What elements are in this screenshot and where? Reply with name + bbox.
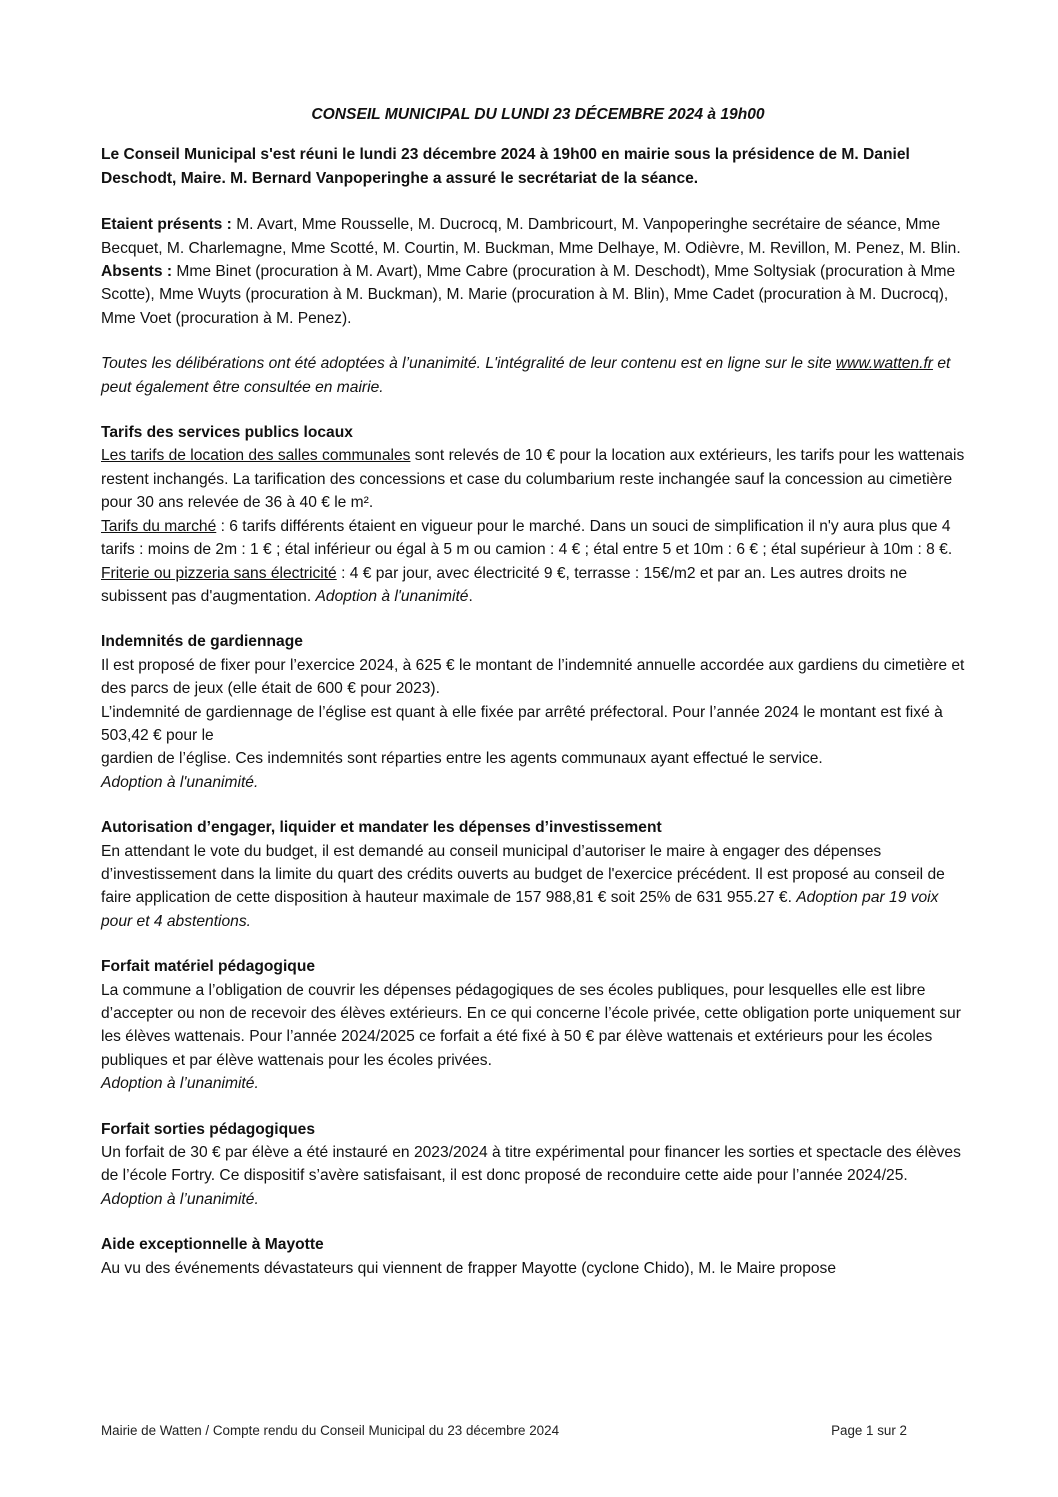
tarifs-paragraph-3 bbox=[101, 562, 969, 609]
spacer bbox=[101, 1211, 969, 1233]
gardiennage-paragraph-1: Il est proposé de fixer pour l’exercice 2024, à 625 € le montant de l’indemnité annuelle accordée aux gardiens du cimetière et des parcs de jeux (elle était de 600 € pour 2023). bbox=[101, 656, 965, 698]
section-heading-investissement: Autorisation d’engager, liquider et mandater les dépenses d’investissement bbox=[101, 819, 662, 837]
page-title: CONSEIL MUNICIPAL DU LUNDI 23 DÉCEMBRE 2024 à 19h00 bbox=[311, 106, 765, 123]
sorties-text: Un forfait de 30 € par élève a été instauré en 2023/2024 à titre expérimental pour financer les sorties et spectacle des élèves de l’école Fortry. Ce dispositif s’avère satisfaisant, il est donc proposé de reconduire cette aide pour l’année 2024/25. bbox=[101, 1144, 961, 1185]
note-paragraph bbox=[101, 352, 969, 399]
section-heading-sorties: Forfait sorties pédagogiques bbox=[101, 1120, 316, 1138]
sorties-adoption: Adoption à l’unanimité. bbox=[101, 1190, 259, 1208]
materiel-adoption: Adoption à l’unanimité. bbox=[101, 1075, 259, 1093]
investissement-paragraph bbox=[101, 840, 969, 934]
spacer bbox=[101, 794, 969, 816]
section-heading-mayotte: Aide exceptionnelle à Mayotte bbox=[101, 1236, 324, 1254]
note-text-2: et peut également être consultée en mairie. bbox=[101, 355, 951, 396]
website-link[interactable]: www.watten.fr bbox=[835, 355, 933, 373]
investissement-adoption: Adoption par 19 voix pour et 4 abstentions. bbox=[101, 889, 939, 930]
tarifs-marche-text: : 6 tarifs différents étaient en vigueur pour le marché. Dans un souci de simplification il n'y aura plus que 4 tarifs : moins de 2m : 1 € ; étal inférieur ou égal à 5 m ou camion : 4 € ; étal entre 5 et 10m : 6 € ; étal supérieur à 10m : 8 €. bbox=[101, 517, 953, 559]
gardiennage-paragraph-3: gardien de l’église. Ces indemnités sont réparties entre les agents communaux ayant effectué le service. bbox=[101, 750, 823, 768]
gardiennage-paragraph-2: L’indemnité de gardiennage de l’église est quant à elle fixée par arrêté préfectoral. Pour l’année 2024 le montant est fixé à 503,42 € pour le bbox=[101, 703, 943, 744]
tarifs-friterie-text: : 4 € par jour, avec électricité 9 €, terrasse : 15€/m2 et par an. Les autres droits ne subissent pas d'augmentation. bbox=[101, 564, 908, 605]
tarifs-friterie-label: Friterie ou pizzeria sans électricité bbox=[101, 564, 337, 582]
investissement-text: En attendant le vote du budget, il est demandé au conseil municipal d’autoriser le maire à engager des dépenses d’investissement dans la limite du quart des crédits ouverts au budget de l'exercice précédent. Il est proposé au conseil de faire application de cette disposition à hauteur maximale de 157 988,81 € soit 25% de 631 955.27 €. bbox=[101, 842, 945, 907]
tarifs-paragraph-1 bbox=[101, 444, 969, 514]
spacer bbox=[101, 933, 969, 955]
section-heading-gardiennage: Indemnités de gardiennage bbox=[101, 633, 303, 651]
present-text: M. Avart, Mme Rousselle, M. Ducrocq, M. Dambricourt, M. Vanpoperinghe secrétaire de séance, Mme Becquet, M. Charlemagne, Mme Scotté, M. Courtin, M. Buckman, Mme Delhaye, M. Odièvre, M. Revillon, M. Penez, M. Blin. bbox=[101, 216, 961, 257]
sorties-paragraph bbox=[101, 1141, 969, 1211]
document-content bbox=[101, 103, 969, 1280]
tarifs-end: . bbox=[468, 587, 473, 605]
tarifs-salles-text: sont relevés de 10 € pour la location aux extérieurs, les tarifs pour les wattenais restent inchangés. La tarification des concessions et case du columbarium reste inchangée sauf la concession au cimetière pour 30 ans relevée de 36 à 40 € le m². bbox=[101, 447, 965, 512]
spacer bbox=[101, 608, 969, 630]
absent-label: Absents : bbox=[101, 263, 173, 281]
absent-paragraph bbox=[101, 260, 969, 330]
section-heading-materiel: Forfait matériel pédagogique bbox=[101, 958, 316, 976]
tarifs-marche-label: Tarifs du marché bbox=[101, 517, 217, 535]
tarifs-adoption: Adoption à l'unanimité bbox=[315, 587, 469, 605]
intro-paragraph: Le Conseil Municipal s'est réuni le lundi 23 décembre 2024 à 19h00 en mairie sous la présidence de M. Daniel Deschodt, Maire. M. Bernard Vanpoperinghe a assuré le secrétariat de la séance. bbox=[101, 146, 910, 187]
tarifs-paragraph-2 bbox=[101, 515, 969, 562]
present-paragraph bbox=[101, 213, 969, 260]
present-label: Etaient présents : bbox=[101, 216, 232, 234]
absent-text: Mme Binet (procuration à M. Avart), Mme Cabre (procuration à M. Deschodt), Mme Soltysiak (procuration à Mme Scotte), Mme Wuyts (procuration à M. Buckman), M. Marie (procuration à M. Blin), Mme Cadet (procuration à M. Ducrocq), Mme Voet (procuration à M. Penez). bbox=[101, 263, 956, 327]
footer-page-number: Page 1 sur 2 bbox=[831, 1423, 907, 1438]
gardiennage-adoption: Adoption à l'unanimité. bbox=[101, 773, 259, 791]
spacer bbox=[101, 330, 969, 352]
section-heading-tarifs: Tarifs des services publics locaux bbox=[101, 424, 353, 442]
footer-document-title: Mairie de Watten / Compte rendu du Conseil Municipal du 23 décembre 2024 bbox=[101, 1423, 560, 1438]
note-text-1: Toutes les délibérations ont été adoptées à l’unanimité. L'intégralité de leur contenu est en ligne sur le site bbox=[101, 355, 836, 373]
mayotte-paragraph: Au vu des événements dévastateurs qui viennent de frapper Mayotte (cyclone Chido), M. le Maire propose bbox=[101, 1259, 837, 1277]
tarifs-salles-label: Les tarifs de location des salles communales bbox=[101, 447, 411, 465]
materiel-paragraph: La commune a l’obligation de couvrir les dépenses pédagogiques de ses écoles publiques, pour lesquelles elle est libre d’accepter ou non de recevoir des élèves extérieurs. En ce qui concerne l’école privée, cette obligation porte uniquement sur les élèves wattenais. Pour l’année 2024/2025 ce forfait a été fixé à 50 € par élève wattenais et extérieurs pour les écoles publiques et par élève wattenais pour les écoles privées. bbox=[101, 981, 961, 1069]
spacer bbox=[101, 399, 969, 421]
spacer bbox=[101, 1096, 969, 1118]
